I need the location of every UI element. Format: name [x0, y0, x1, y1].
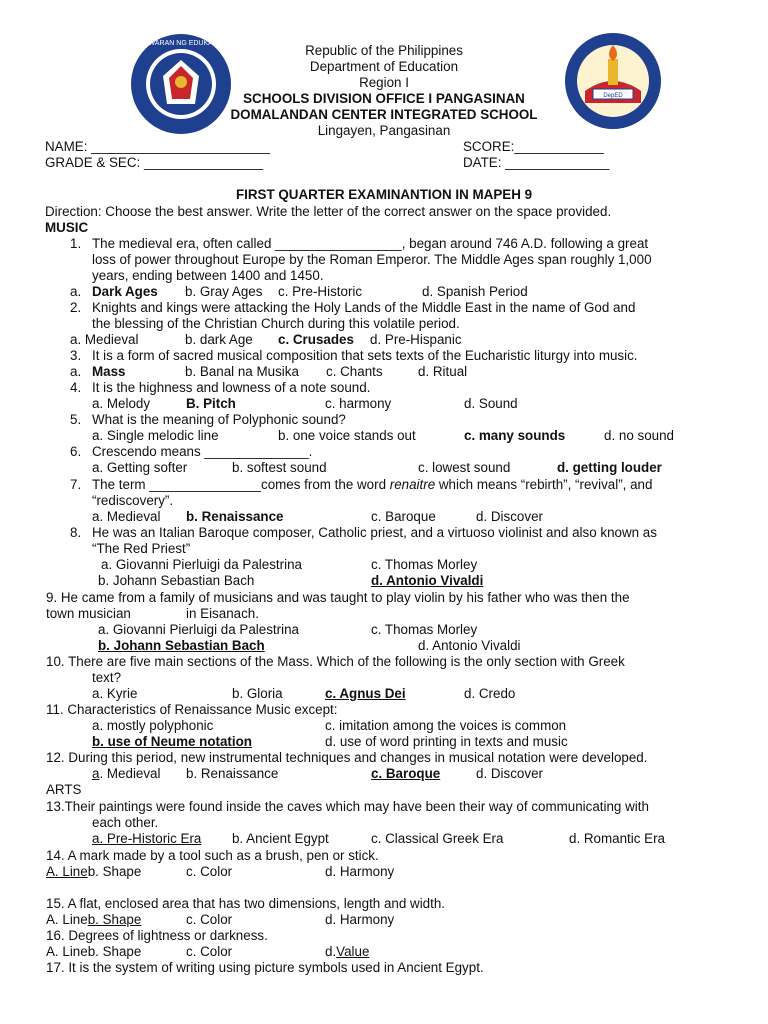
q9-text-2: town musician	[46, 606, 131, 621]
q6-number: 6.	[70, 444, 82, 459]
q7-text-part-1: The term _______________comes from the word	[92, 477, 390, 492]
q14-choice-d: d. Harmony	[325, 864, 395, 879]
name-field[interactable]: NAME: ________________________	[45, 139, 270, 154]
q6-choice-d: d. getting louder	[557, 460, 662, 475]
q13-text: 13.Their paintings were found inside the caves which may have been their way of communicating with	[46, 799, 649, 814]
date-field[interactable]: DATE: ______________	[463, 155, 610, 170]
q10-choice-b: b. Gloria	[232, 686, 283, 701]
direction-text: Direction: Choose the best answer. Write the letter of the correct answer on the space provided.	[45, 204, 612, 219]
q12-choice-c: c. Baroque	[371, 766, 441, 781]
q3-text: It is a form of sacred musical composition that sets texts of the Eucharistic liturgy into music.	[92, 348, 638, 363]
q7-choice-a: a. Medieval	[92, 509, 161, 524]
q3-letter-a: a.	[70, 364, 82, 379]
q6-choice-b: b. softest sound	[232, 460, 327, 475]
music-heading: MUSIC	[45, 220, 89, 235]
header-republic: Republic of the Philippines	[305, 43, 463, 58]
q3-choice-b: b. Banal na Musika	[185, 364, 299, 379]
q1-choice-c: c. Pre-Historic	[278, 284, 363, 299]
header-school: DOMALANDAN CENTER INTEGRATED SCHOOL	[230, 107, 538, 122]
q16-choice-d-letter: d.	[325, 944, 337, 959]
q15-choice-d: d. Harmony	[325, 912, 395, 927]
q14-choices-ab	[46, 864, 141, 880]
svg-text:DepED: DepED	[603, 93, 623, 99]
q10-choice-d: d. Credo	[464, 686, 516, 701]
q16-choice-a	[46, 944, 141, 960]
q8-text-2: “The Red Priest”	[92, 541, 191, 556]
score-field[interactable]: SCORE:____________	[463, 139, 604, 154]
q10-choice-a: a. Kyrie	[92, 686, 138, 701]
q16-choice-a-label: A. Line	[46, 944, 88, 959]
q13-choice-c: c. Classical Greek Era	[371, 831, 504, 846]
q3-choice-d: d. Ritual	[418, 364, 468, 379]
q12-choice-a-label: . Medieval	[99, 766, 161, 781]
q1-text-3: years, ending between 1400 and 1450.	[92, 268, 324, 283]
q13-choice-a: a. Pre-Historic Era	[92, 831, 202, 846]
q16-choice-d-label: Value	[336, 944, 370, 959]
q10-text-2: text?	[92, 670, 122, 685]
q12-choice-a	[92, 766, 160, 782]
q16-choice-b: b. Shape	[87, 944, 142, 959]
q8-number: 8.	[70, 525, 82, 540]
q14-text: 14. A mark made by a tool such as a brush, pen or stick.	[46, 848, 379, 863]
q4-choice-a: a. Melody	[92, 396, 151, 411]
arts-heading: ARTS	[46, 782, 82, 797]
q4-choice-c: c. harmony	[325, 396, 392, 411]
q14-choice-a: A. Line	[46, 864, 88, 879]
q16-choice-d	[325, 944, 369, 960]
q8-choice-b: b. Johann Sebastian Bach	[98, 573, 255, 588]
q3-choice-a: Mass	[92, 364, 126, 379]
q2-choice-b: b. dark Age	[185, 332, 253, 347]
svg-text:KAGAWARAN NG EDUKASYON: KAGAWARAN NG EDUKASYON	[129, 40, 233, 47]
q6-choice-a: a. Getting softer	[92, 460, 188, 475]
q12-text: 12. During this period, new instrumental techniques and changes in musical notation were developed.	[46, 750, 648, 765]
q11-choice-d: d. use of word printing in texts and music	[325, 734, 568, 749]
q15-choice-a: A. Line	[46, 912, 88, 927]
q9-choice-b: b. Johann Sebastian Bach	[98, 638, 265, 653]
q5-choice-d: d. no sound	[604, 428, 674, 443]
q11-choice-b: b. use of Neume notation	[92, 734, 252, 749]
q11-choice-a: a. mostly polyphonic	[92, 718, 214, 733]
q8-text: He was an Italian Baroque composer, Catholic priest, and a virtuoso violinist and also known as	[92, 525, 657, 540]
q7-number: 7.	[70, 477, 82, 492]
q8-choice-c: c. Thomas Morley	[371, 557, 478, 572]
q2-choice-d: d. Pre-Hispanic	[370, 332, 462, 347]
q9-choice-d: d. Antonio Vivaldi	[418, 638, 521, 653]
q9-text-3: in Eisanach.	[186, 606, 259, 621]
q3-number: 3.	[70, 348, 82, 363]
q7-text-italic: renaitre	[389, 477, 436, 492]
q7-text-2: “rediscovery”.	[92, 493, 174, 508]
q1-letter-a: a.	[70, 284, 82, 299]
q13-choice-b: b. Ancient Egypt	[232, 831, 329, 846]
q10-text: 10. There are five main sections of the Mass. Which of the following is the only section with Greek	[46, 654, 625, 669]
header-department: Department of Education	[309, 59, 459, 74]
q17-text: 17. It is the system of writing using picture symbols used in Ancient Egypt.	[46, 960, 484, 975]
q15-choice-c: c. Color	[186, 912, 233, 927]
q16-text: 16. Degrees of lightness or darkness.	[46, 928, 268, 943]
q6-choice-c: c. lowest sound	[418, 460, 511, 475]
q12-choice-b: b. Renaissance	[186, 766, 279, 781]
q1-text-2: loss of power throughout Europe by the Roman Emperor. The Middle Ages span roughly 1,000	[92, 252, 652, 267]
q2-text-2: the blessing of the Christian Church during this volatile period.	[92, 316, 460, 331]
q8-choice-d: d. Antonio Vivaldi	[371, 573, 484, 588]
q1-choice-a: Dark Ages	[92, 284, 158, 299]
q11-choice-c: c. imitation among the voices is common	[325, 718, 567, 733]
q1-number: 1.	[70, 236, 82, 251]
q4-choice-d: d. Sound	[464, 396, 518, 411]
q9-choice-c: c. Thomas Morley	[371, 622, 478, 637]
q4-text: It is the highness and lowness of a note sound.	[92, 380, 371, 395]
q7-text	[92, 477, 652, 493]
grade-section-field[interactable]: GRADE & SEC: ________________	[45, 155, 264, 170]
q11-text: 11. Characteristics of Renaissance Music except:	[46, 702, 338, 717]
q12-choice-a-letter: a	[92, 766, 100, 781]
q10-choice-c: c. Agnus Dei	[325, 686, 406, 701]
q5-choice-c: c. many sounds	[464, 428, 566, 443]
q9-text: 9. He came from a family of musicians and was taught to play violin by his father who was then the	[46, 590, 630, 605]
q13-choice-d: d. Romantic Era	[569, 831, 666, 846]
q7-choice-c: c. Baroque	[371, 509, 436, 524]
q2-text: Knights and kings were attacking the Holy Lands of the Middle East in the name of God and	[92, 300, 636, 315]
q14-choice-b: b. Shape	[87, 864, 142, 879]
q6-text: Crescendo means ______________.	[92, 444, 313, 459]
q7-choice-d: d. Discover	[476, 509, 543, 524]
q1-choice-d: d. Spanish Period	[422, 284, 528, 299]
q15-text: 15. A flat, enclosed area that has two dimensions, length and width.	[46, 896, 445, 911]
q15-choices-ab	[46, 912, 141, 928]
header-location: Lingayen, Pangasinan	[317, 123, 451, 138]
q7-text-part-3: which means “rebirth”, “revival”, and	[435, 477, 653, 492]
q1-choice-b: b. Gray Ages	[185, 284, 263, 299]
q2-choice-c: c. Crusades	[278, 332, 354, 347]
q8-choice-a: a. Giovanni Pierluigi da Palestrina	[101, 557, 302, 572]
q16-choice-c: c. Color	[186, 944, 233, 959]
q14-choice-c: c. Color	[186, 864, 233, 879]
q12-choice-d: d. Discover	[476, 766, 543, 781]
q2-number: 2.	[70, 300, 82, 315]
q5-choice-a: a. Single melodic line	[92, 428, 219, 443]
q2-choice-a: a. Medieval	[70, 332, 139, 347]
q7-choice-b: b. Renaissance	[186, 509, 284, 524]
q13-text-2: each other.	[92, 815, 159, 830]
q9-choice-a: a. Giovanni Pierluigi da Palestrina	[98, 622, 299, 637]
q5-choice-b: b. one voice stands out	[278, 428, 416, 443]
q5-number: 5.	[70, 412, 82, 427]
header-division: SCHOOLS DIVISION OFFICE I PANGASINAN	[243, 91, 525, 106]
q5-text: What is the meaning of Polyphonic sound?	[92, 412, 346, 427]
q4-choice-b: B. Pitch	[186, 396, 236, 411]
header-region: Region I	[359, 75, 409, 90]
q3-choice-c: c. Chants	[326, 364, 383, 379]
q15-choice-b: b. Shape	[87, 912, 142, 927]
exam-title: FIRST QUARTER EXAMINANTION IN MAPEH 9	[235, 187, 533, 202]
q1-text: The medieval era, often called _________________, began around 746 A.D. following a great	[92, 236, 649, 251]
q4-number: 4.	[70, 380, 82, 395]
